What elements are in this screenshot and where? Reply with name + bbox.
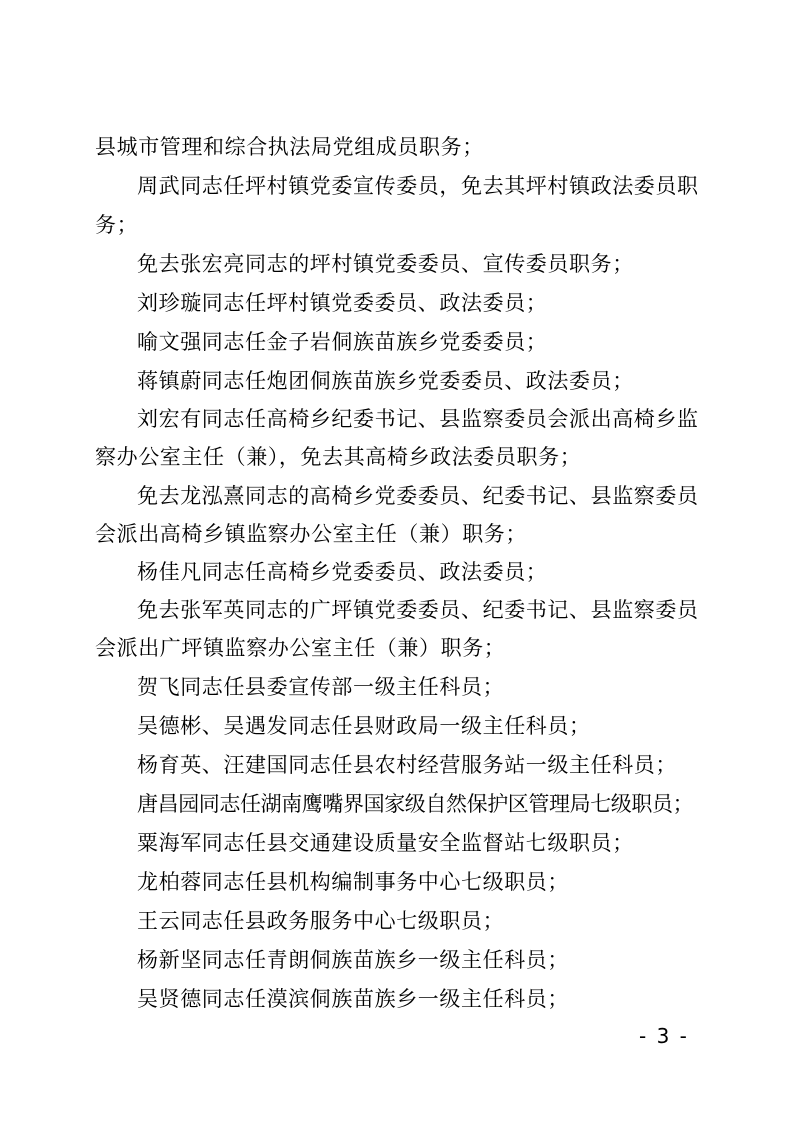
text-line: 杨佳凡同志任高椅乡党委委员、政法委员； [137, 560, 548, 584]
text-line: 龙柏蓉同志任县机构编制事务中心七级职员； [137, 870, 569, 894]
text-line: 吴德彬、吴遇发同志任县财政局一级主任科员； [137, 714, 591, 738]
text-line: 周武同志任坪村镇党委宣传委员，免去其坪村镇政法委员职 [137, 174, 699, 198]
text-line: 唐昌园同志任湖南鹰嘴界国家级自然保护区管理局七级职员； [137, 792, 694, 816]
text-line: 免去龙泓熹同志的高椅乡党委委员、纪委书记、县监察委员 [137, 484, 699, 508]
text-line: 县城市管理和综合执法局党组成员职务； [95, 135, 484, 159]
text-line: 杨新坚同志任青朗侗族苗族乡一级主任科员； [137, 948, 569, 972]
text-line: 喻文强同志任金子岩侗族苗族乡党委委员； [137, 330, 548, 354]
page-number: - 3 - [639, 1024, 689, 1048]
text-line: 吴贤德同志任漠滨侗族苗族乡一级主任科员； [137, 987, 569, 1011]
text-line: 刘宏有同志任高椅乡纪委书记、县监察委员会派出高椅乡监 [137, 407, 699, 431]
text-line: 会派出广坪镇监察办公室主任（兼）职务； [95, 636, 506, 660]
text-line: 刘珍璇同志任坪村镇党委委员、政法委员； [137, 291, 548, 315]
text-line: 务； [95, 213, 139, 237]
text-line: 免去张军英同志的广坪镇党委委员、纪委书记、县监察委员 [137, 598, 699, 622]
text-line: 杨育英、汪建国同志任县农村经营服务站一级主任科员； [137, 753, 677, 777]
text-line: 粟海军同志任县交通建设质量安全监督站七级职员； [137, 831, 634, 855]
text-line: 贺飞同志任县委宣传部一级主任科员； [137, 675, 505, 699]
text-line: 免去张宏亮同志的坪村镇党委委员、宣传委员职务； [137, 252, 634, 276]
text-line: 蒋镇蔚同志任炮团侗族苗族乡党委委员、政法委员； [137, 369, 634, 393]
text-line: 察办公室主任（兼），免去其高椅乡政法委员职务； [95, 445, 582, 469]
text-line: 会派出高椅乡镇监察办公室主任（兼）职务； [95, 522, 527, 546]
text-line: 王云同志任县政务服务中心七级职员； [137, 909, 505, 933]
